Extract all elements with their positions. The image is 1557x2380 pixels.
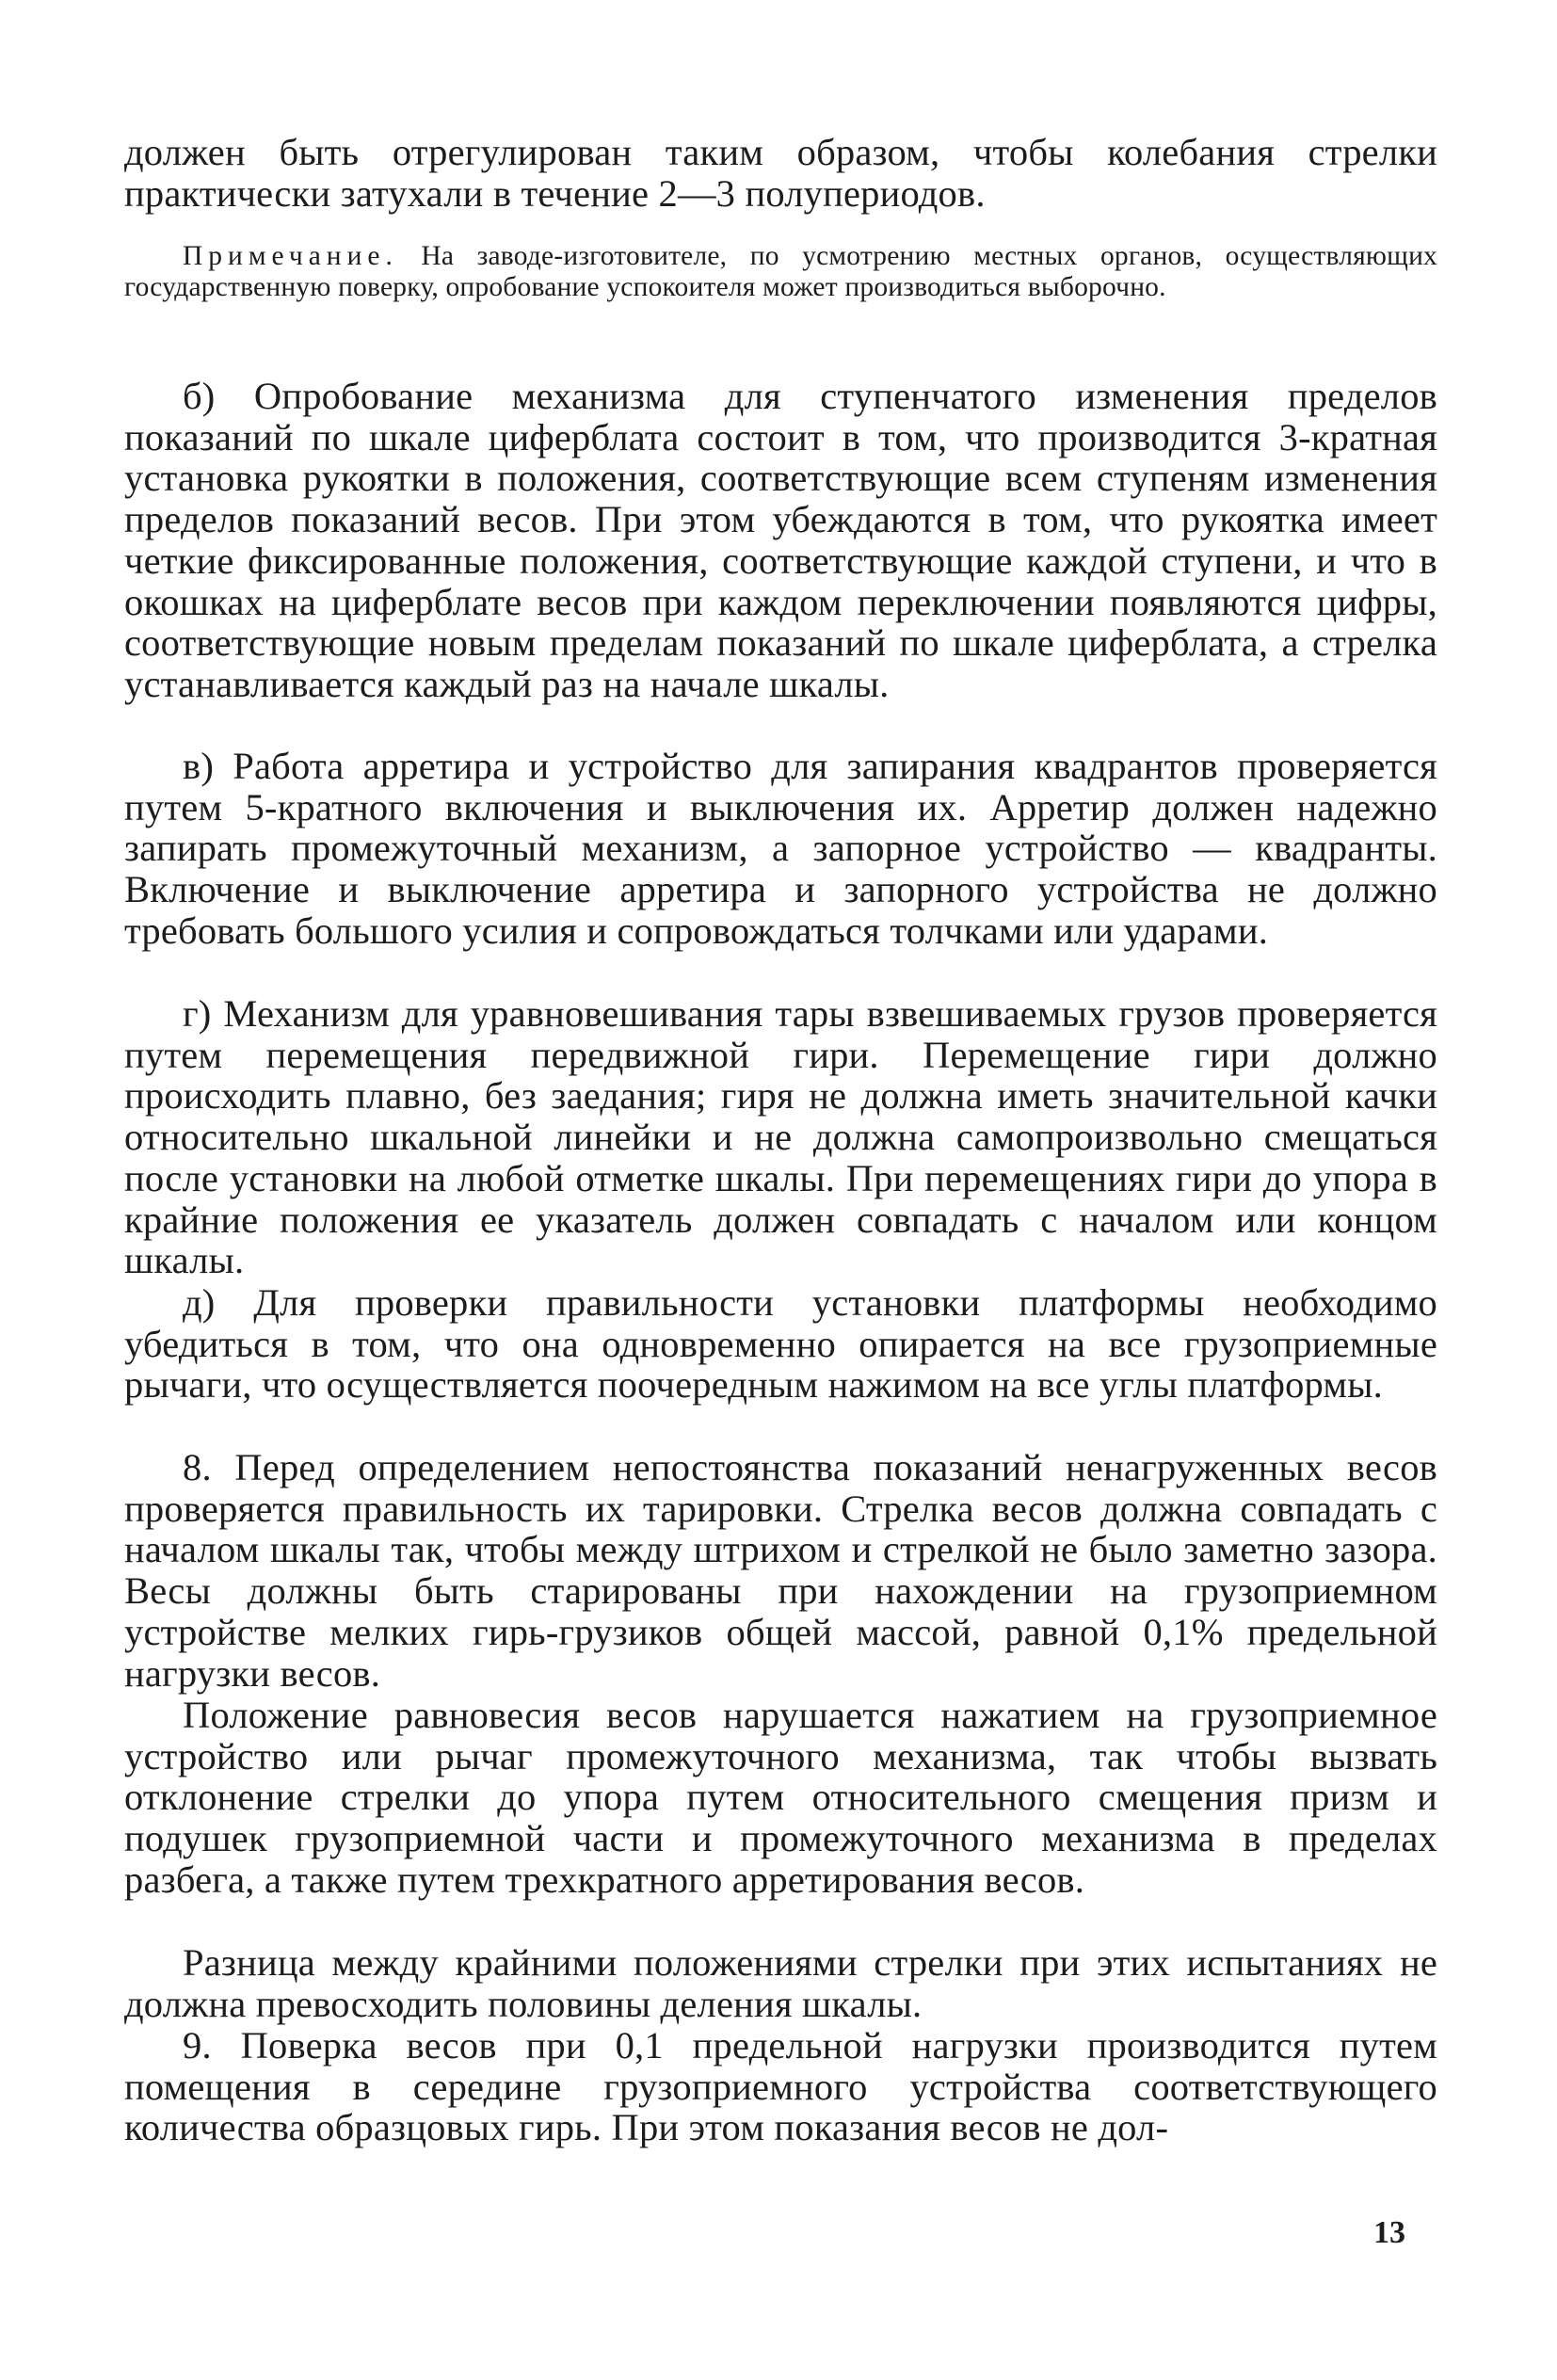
note-paragraph: [124, 241, 1437, 303]
note-text: На заводе-изготовителе, по усмотрению местных органов, осуществляющих государственную поверку, опробование успокоителя может производиться выборочно.: [124, 241, 1438, 302]
item-9-paragraph: 9. Поверка весов при 0,1 предельной нагрузки производится путем помещения в середине грузоприемного устройства соответствующего количества образцовых гирь. При этом показания весов не дол-: [124, 2024, 1437, 2149]
section-g-paragraph: г) Механизм для уравновешивания тары взвешиваемых грузов проверяется путем перемещения передвижной гири. Перемещение гири должно происходить плавно, без заедания; гиря не должна иметь значительной качки относительно шкальной линейки и не должна самопроизвольно смещаться после установки на любой отметке шкалы. При перемещениях гири до упора в крайние положения ее указатель должен совпадать с началом или концом шкалы.: [124, 992, 1437, 1282]
section-b-paragraph: б) Опробование механизма для ступенчатого изменения пределов показаний по шкале циферблата состоит в том, что производится 3-кратная установка рукоятки в положения, соответствующие всем ступеням изменения пределов показаний весов. При этом убеждаются в том, что рукоятка имеет четкие фиксированные положения, соответствующие каждой ступени, и что в окошках на циферблате весов при каждом переключении появляются цифры, соответствующие новым пределам показаний по шкале циферблата, а стрелка устанавливается каждый раз на начале шкалы.: [124, 375, 1437, 705]
note-label: Примечание.: [183, 241, 398, 271]
difference-paragraph: Разница между крайними положениями стрелки при этих испытаниях не должна превосходить половины деления шкалы.: [124, 1941, 1437, 2025]
section-d-paragraph: д) Для проверки правильности установки платформы необходимо убедиться в том, что она одновременно опирается на все грузоприемные рычаги, что осуществляется поочередным нажимом на все углы платформы.: [124, 1281, 1437, 1407]
equilibrium-paragraph: Положение равновесия весов нарушается нажатием на грузоприемное устройство или рычаг промежуточного механизма, так чтобы вызвать отклонение стрелки до упора путем относительного смещения призм и подушек грузоприемной части и промежуточного механизма в пределах разбега, а также путем трехкратного арретирования весов.: [124, 1694, 1437, 1901]
item-8-paragraph: 8. Перед определением непостоянства показаний ненагруженных весов проверяется правильность их тарировки. Стрелка весов должна совпадать с началом шкалы так, чтобы между штрихом и стрелкой не было заметно зазора. Весы должны быть старированы при нахождении на грузоприемном устройстве мелких гирь-грузиков общей массой, равной 0,1% предельной нагрузки весов.: [124, 1446, 1437, 1695]
page-number: 13: [1373, 2215, 1405, 2250]
intro-paragraph: должен быть отрегулирован таким образом, чтобы колебания стрелки практически затухали в течение 2—3 полупериодов.: [124, 131, 1437, 215]
section-v-paragraph: в) Работа арретира и устройство для запирания квадрантов проверяется путем 5-кратного включения и выключения их. Арретир должен надежно запирать промежуточный механизм, а запорное устройство — квадранты. Включение и выключение арретира и запорного устройства не должно требовать большого усилия и сопровождаться толчками или ударами.: [124, 745, 1437, 952]
